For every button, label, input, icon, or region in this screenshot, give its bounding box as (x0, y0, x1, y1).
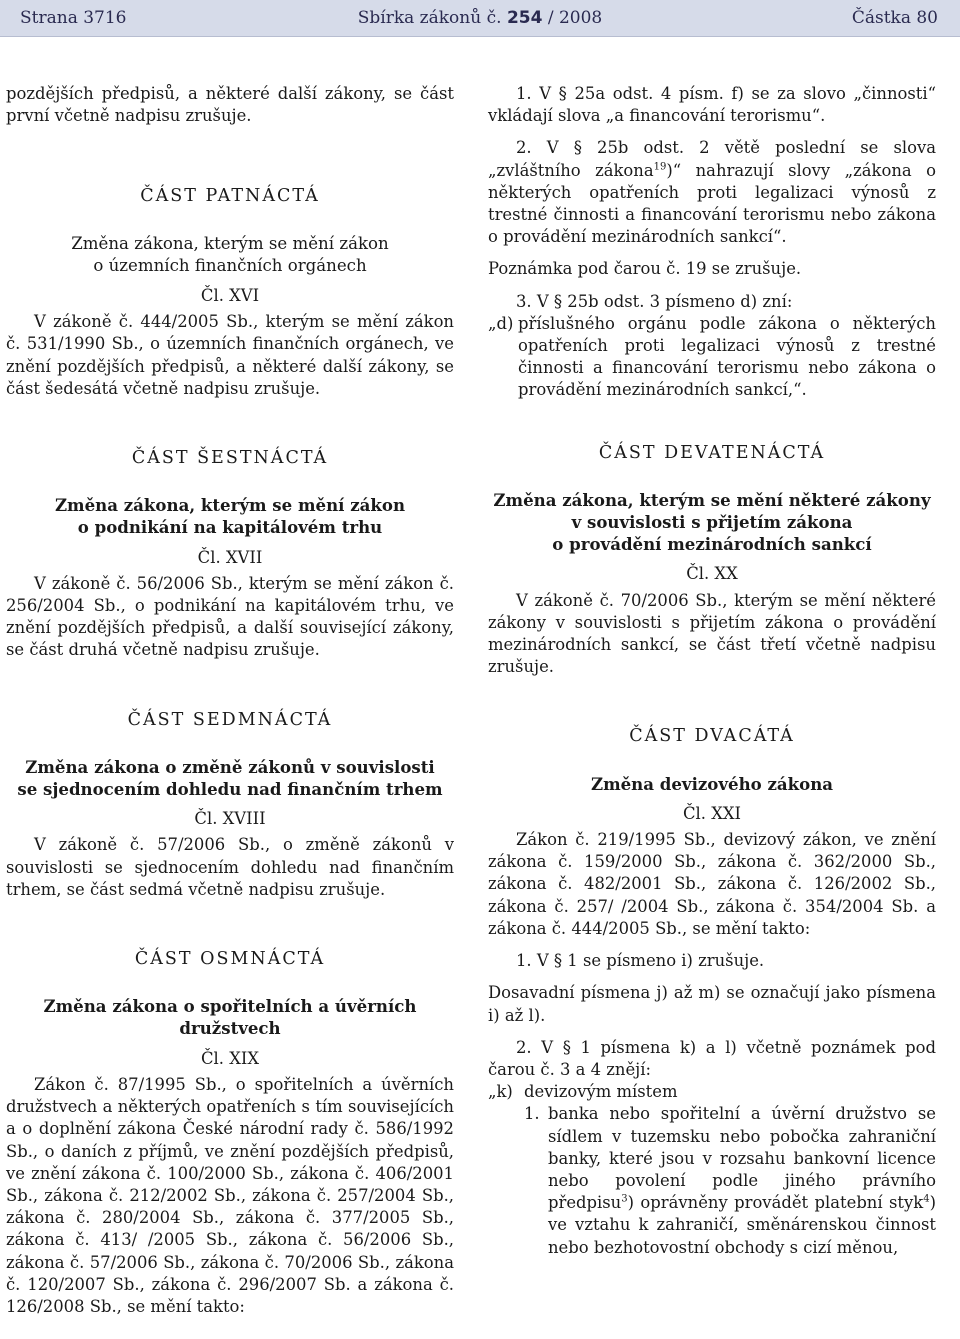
collection-title (0, 7, 960, 29)
amendment-3: 3. V § 25b odst. 3 písmeno d) zní: (516, 291, 793, 311)
letter-d-label: „d) (488, 313, 514, 333)
amendment-1: 1. V § 25a odst. 4 písm. f) se za slovo „činnosti“ vkládají slova „a financování terorismu“. (488, 84, 936, 126)
letter-d-text: příslušného orgánu podle zákona o některých opatřeních proti legalizaci výnosů z trestné činnosti a financování terorismu nebo zákona o provádění mezinárodních sankcí,“. (518, 313, 936, 400)
article-17-text: V zákoně č. 56/2006 Sb., kterým se mění zákon č. 256/2004 Sb., o podnikání na kapitálovém trhu, ve znění pozdějších předpisů, a další související zákony, se část druhá včetně nadpisu zrušuje. (6, 573, 454, 660)
article-20: Čl. XX (686, 564, 738, 584)
part-18-title-1: Změna zákona o spořitelních a úvěrních družstvech (43, 996, 417, 1039)
subitem-1-text (548, 1103, 936, 1258)
article-16-text: V zákoně č. 444/2005 Sb., kterým se mění zákon č. 531/1990 Sb., o územních finančních orgánech, ve znění pozdějších předpisů, a některé další zákony, se část šedesátá včetně nadpisu zrušuje. (6, 312, 454, 398)
collection-year: / 2008 (547, 8, 603, 28)
part-16-heading: ČÁST ŠESTNÁCTÁ (131, 448, 329, 469)
page-number: Strana 3716 (20, 8, 127, 28)
issue-part: Částka 80 (851, 8, 938, 28)
footnote-ref-19: 19 (653, 161, 667, 173)
part-17-heading: ČÁST SEDMNÁCTÁ (127, 709, 333, 730)
part-17-title-1: Změna zákona o změně zákonů v souvislosti (25, 756, 435, 777)
part-19-title-1: Změna zákona, kterým se mění některé zákony (493, 489, 931, 510)
amendment-2-end: )“ nahrazují slovy „zákona o některých opatřeních proti legalizaci výnosů z trestné činnosti a financování terorismu nebo zákona o provádění mezinárodních sankcí“. (488, 160, 936, 247)
page-header (0, 0, 960, 37)
subitem-1-label: 1. (524, 1104, 540, 1124)
intro-paragraph: pozdějších předpisů, a některé další zákony, se část první včetně nadpisu zrušuje. (6, 84, 454, 126)
letter-d-item (488, 313, 936, 402)
part-15-heading: ČÁST PATNÁCTÁ (140, 186, 320, 207)
article-18-text: V zákoně č. 57/2006 Sb., o změně zákonů v souvislosti se sjednocením dohledu nad finančním trhem, se část sedmá včetně nadpisu zrušuje. (6, 835, 454, 899)
amendment-2-start: 2. V § 25b odst. 2 větě poslední se slova „zvláštního zákona (488, 138, 936, 180)
article-19: Čl. XIX (200, 1048, 259, 1068)
amendment-2 (488, 137, 936, 248)
article-17: Čl. XVII (197, 547, 263, 567)
devizovy-item-2: 2. V § 1 písmena k) a l) včetně poznámek pod čarou č. 3 a 4 znějí: (488, 1037, 936, 1079)
devizovy-item-1-note: Dosavadní písmena j) až m) se označují jako písmena i) až l). (488, 983, 936, 1025)
footnote-ref-4: 4 (923, 1193, 930, 1205)
part-19-heading: ČÁST DEVATENÁCTÁ (598, 442, 826, 463)
part-19-title-2: v souvislosti s přijetím zákona (571, 512, 853, 533)
collection-number: 254 (506, 8, 543, 28)
article-21: Čl. XXI (682, 803, 741, 823)
article-21-text: Zákon č. 219/1995 Sb., devizový zákon, ve znění zákona č. 159/2000 Sb., zákona č. 362/2000 Sb., zákona č. 482/2001 Sb., zákona č. 126/2002 Sb., zákona č. 257/ /2004 Sb., zákona č. 354/2004 Sb. a zákona č. 444/2005 Sb., se mění takto: (488, 830, 936, 938)
article-19-text: Zákon č. 87/1995 Sb., o spořitelních a úvěrních družstvech a některých opatřeních s tím souvisejících a o doplnění zákona České národní rady č. 586/1992 Sb., o daních z příjmů, ve znění pozdějších předpisů, ve znění zákona č. 100/2000 Sb., zákona č. 406/2001 Sb., zákona č. 212/2002 Sb., zákona č. 257/2004 Sb., zákona č. 280/2004 Sb., zákona č. 377/2005 Sb., zákona č. 413/ /2005 Sb., zákona č. 56/2006 Sb., zákona č. 57/2006 Sb., zákona č. 70/2006 Sb., zákona č. 120/2007 Sb., zákona č. 296/2007 Sb. a zákona č. 126/2008 Sb., se mění takto: (6, 1074, 454, 1316)
part-20-title-1: Změna devizového zákona (590, 773, 834, 794)
devizovy-item-1: 1. V § 1 se písmeno i) zrušuje. (516, 951, 765, 971)
part-17-title-2: se sjednocením dohledu nad finančním trhem (17, 779, 443, 800)
subitem-1-part-c: ) ve vztahu k zahraničí, směnárenskou činnost nebo bezhotovostní obchody s cizí měnou, (548, 1193, 936, 1257)
letter-k-text: devizovým místem (524, 1082, 678, 1102)
part-15-title-2: o územních finančních orgánech (93, 255, 367, 275)
letter-k-subitem-1 (488, 1103, 936, 1258)
letter-k-item (488, 1081, 936, 1103)
part-18-heading: ČÁST OSMNÁCTÁ (134, 949, 326, 970)
footnote-note: Poznámka pod čarou č. 19 se zrušuje. (488, 259, 802, 279)
subitem-1-part-a: banka nebo spořitelní a úvěrní družstvo se sídlem v tuzemsku nebo pobočka zahraniční banky, které jsou v rozsahu bankovní licence nebo povolení podle jiného právního předpisu (548, 1104, 936, 1213)
article-20-text: V zákoně č. 70/2006 Sb., kterým se mění některé zákony v souvislosti s přijetím zákona o provádění mezinárodních sankcí, se část třetí včetně nadpisu zrušuje. (488, 590, 936, 677)
part-16-title-1: Změna zákona, kterým se mění zákon (54, 495, 406, 516)
letter-k-label: „k) (488, 1082, 513, 1102)
article-16: Čl. XVI (200, 286, 260, 306)
article-18: Čl. XVIII (194, 809, 266, 829)
collection-prefix: Sbírka zákonů č. (357, 8, 502, 28)
part-16-title-2: o podnikání na kapitálovém trhu (77, 517, 383, 538)
part-19-title-3: o provádění mezinárodních sankcí (552, 534, 872, 555)
part-15-title-1: Změna zákona, kterým se mění zákon (71, 233, 389, 253)
right-column (488, 83, 936, 1259)
footnote-ref-3: 3 (621, 1193, 628, 1205)
part-20-heading: ČÁST DVACÁTÁ (629, 726, 795, 747)
subitem-1-part-b: ) oprávněny provádět platební styk (627, 1193, 924, 1213)
left-column (6, 83, 454, 1318)
